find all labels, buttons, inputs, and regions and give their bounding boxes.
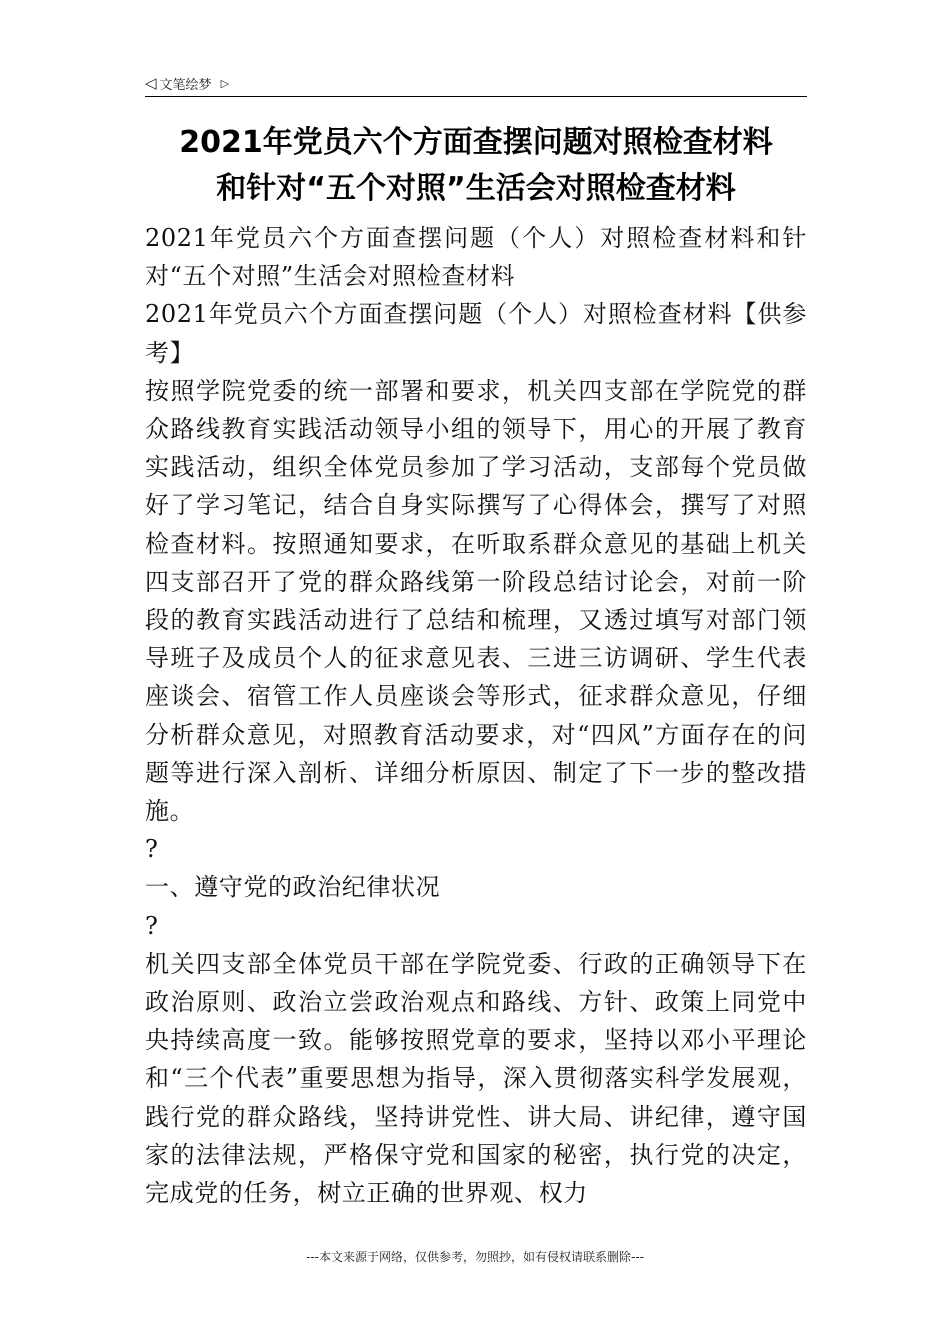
document-body: [145, 219, 807, 1212]
paragraph: 机关四支部全体党员干部在学院党委、行政的正确领导下在政治原则、政治立尝政治观点和路线、方针、政策上同党中央持续高度一致。能够按照党章的要求，坚持以邓小平理论和“三个代表”重要思想为指导，深入贯彻落实科学发展观，践行党的群众路线，坚持讲党性、讲大局、讲纪律，遵守国家的法律法规，严格保守党和国家的秘密，执行党的决定，完成党的任务，树立正确的世界观、权力: [145, 949, 807, 1208]
document-title: [145, 120, 807, 212]
paragraph: 按照学院党委的统一部署和要求，机关四支部在学院党的群众路线教育实践活动领导小组的领导下，用心的开展了教育实践活动，组织全体党员参加了学习活动，支部每个党员做好了学习笔记，结合自身实际撰写了心得体会，撰写了对照检查材料。按照通知要求，在听取系群众意见的基础上机关四支部召开了党的群众路线第一阶段总结讨论会，对前一阶段的教育实践活动进行了总结和梳理，又透过填写对部门领导班子及成员个人的征求意见表、三进三访调研、学生代表座谈会、宿管工作人员座谈会等形式，征求群众意见，仔细分析群众意见，对照教育活动要求，对“四风”方面存在的问题等进行深入剖析、详细分析原因、制定了下一步的整改措施。: [145, 376, 807, 826]
title-line-2: 和针对“五个对照”生活会对照检查材料: [216, 171, 736, 206]
paragraph: ?: [145, 911, 159, 940]
paragraph: 2021年党员六个方面查摆问题（个人）对照检查材料【供参考】: [145, 300, 807, 367]
header-divider: [145, 96, 807, 97]
triangle-right-icon: ▷: [220, 77, 230, 90]
paragraph: 2021年党员六个方面查摆问题（个人）对照检查材料和针对“五个对照”生活会对照检查材料: [145, 224, 807, 291]
header-brand: 文笔绘梦: [159, 78, 212, 93]
section-heading: 一、遵守党的政治纪律状况: [145, 873, 441, 902]
triangle-left-icon: ◁: [145, 74, 157, 92]
paragraph: ?: [145, 835, 159, 864]
title-line-1: 2021年党员六个方面查摆问题对照检查材料: [179, 125, 773, 160]
page-footer: ---本文来源于网络，仅供参考，勿照抄，如有侵权请联系删除---: [306, 1250, 644, 1264]
page-header: [145, 74, 229, 93]
